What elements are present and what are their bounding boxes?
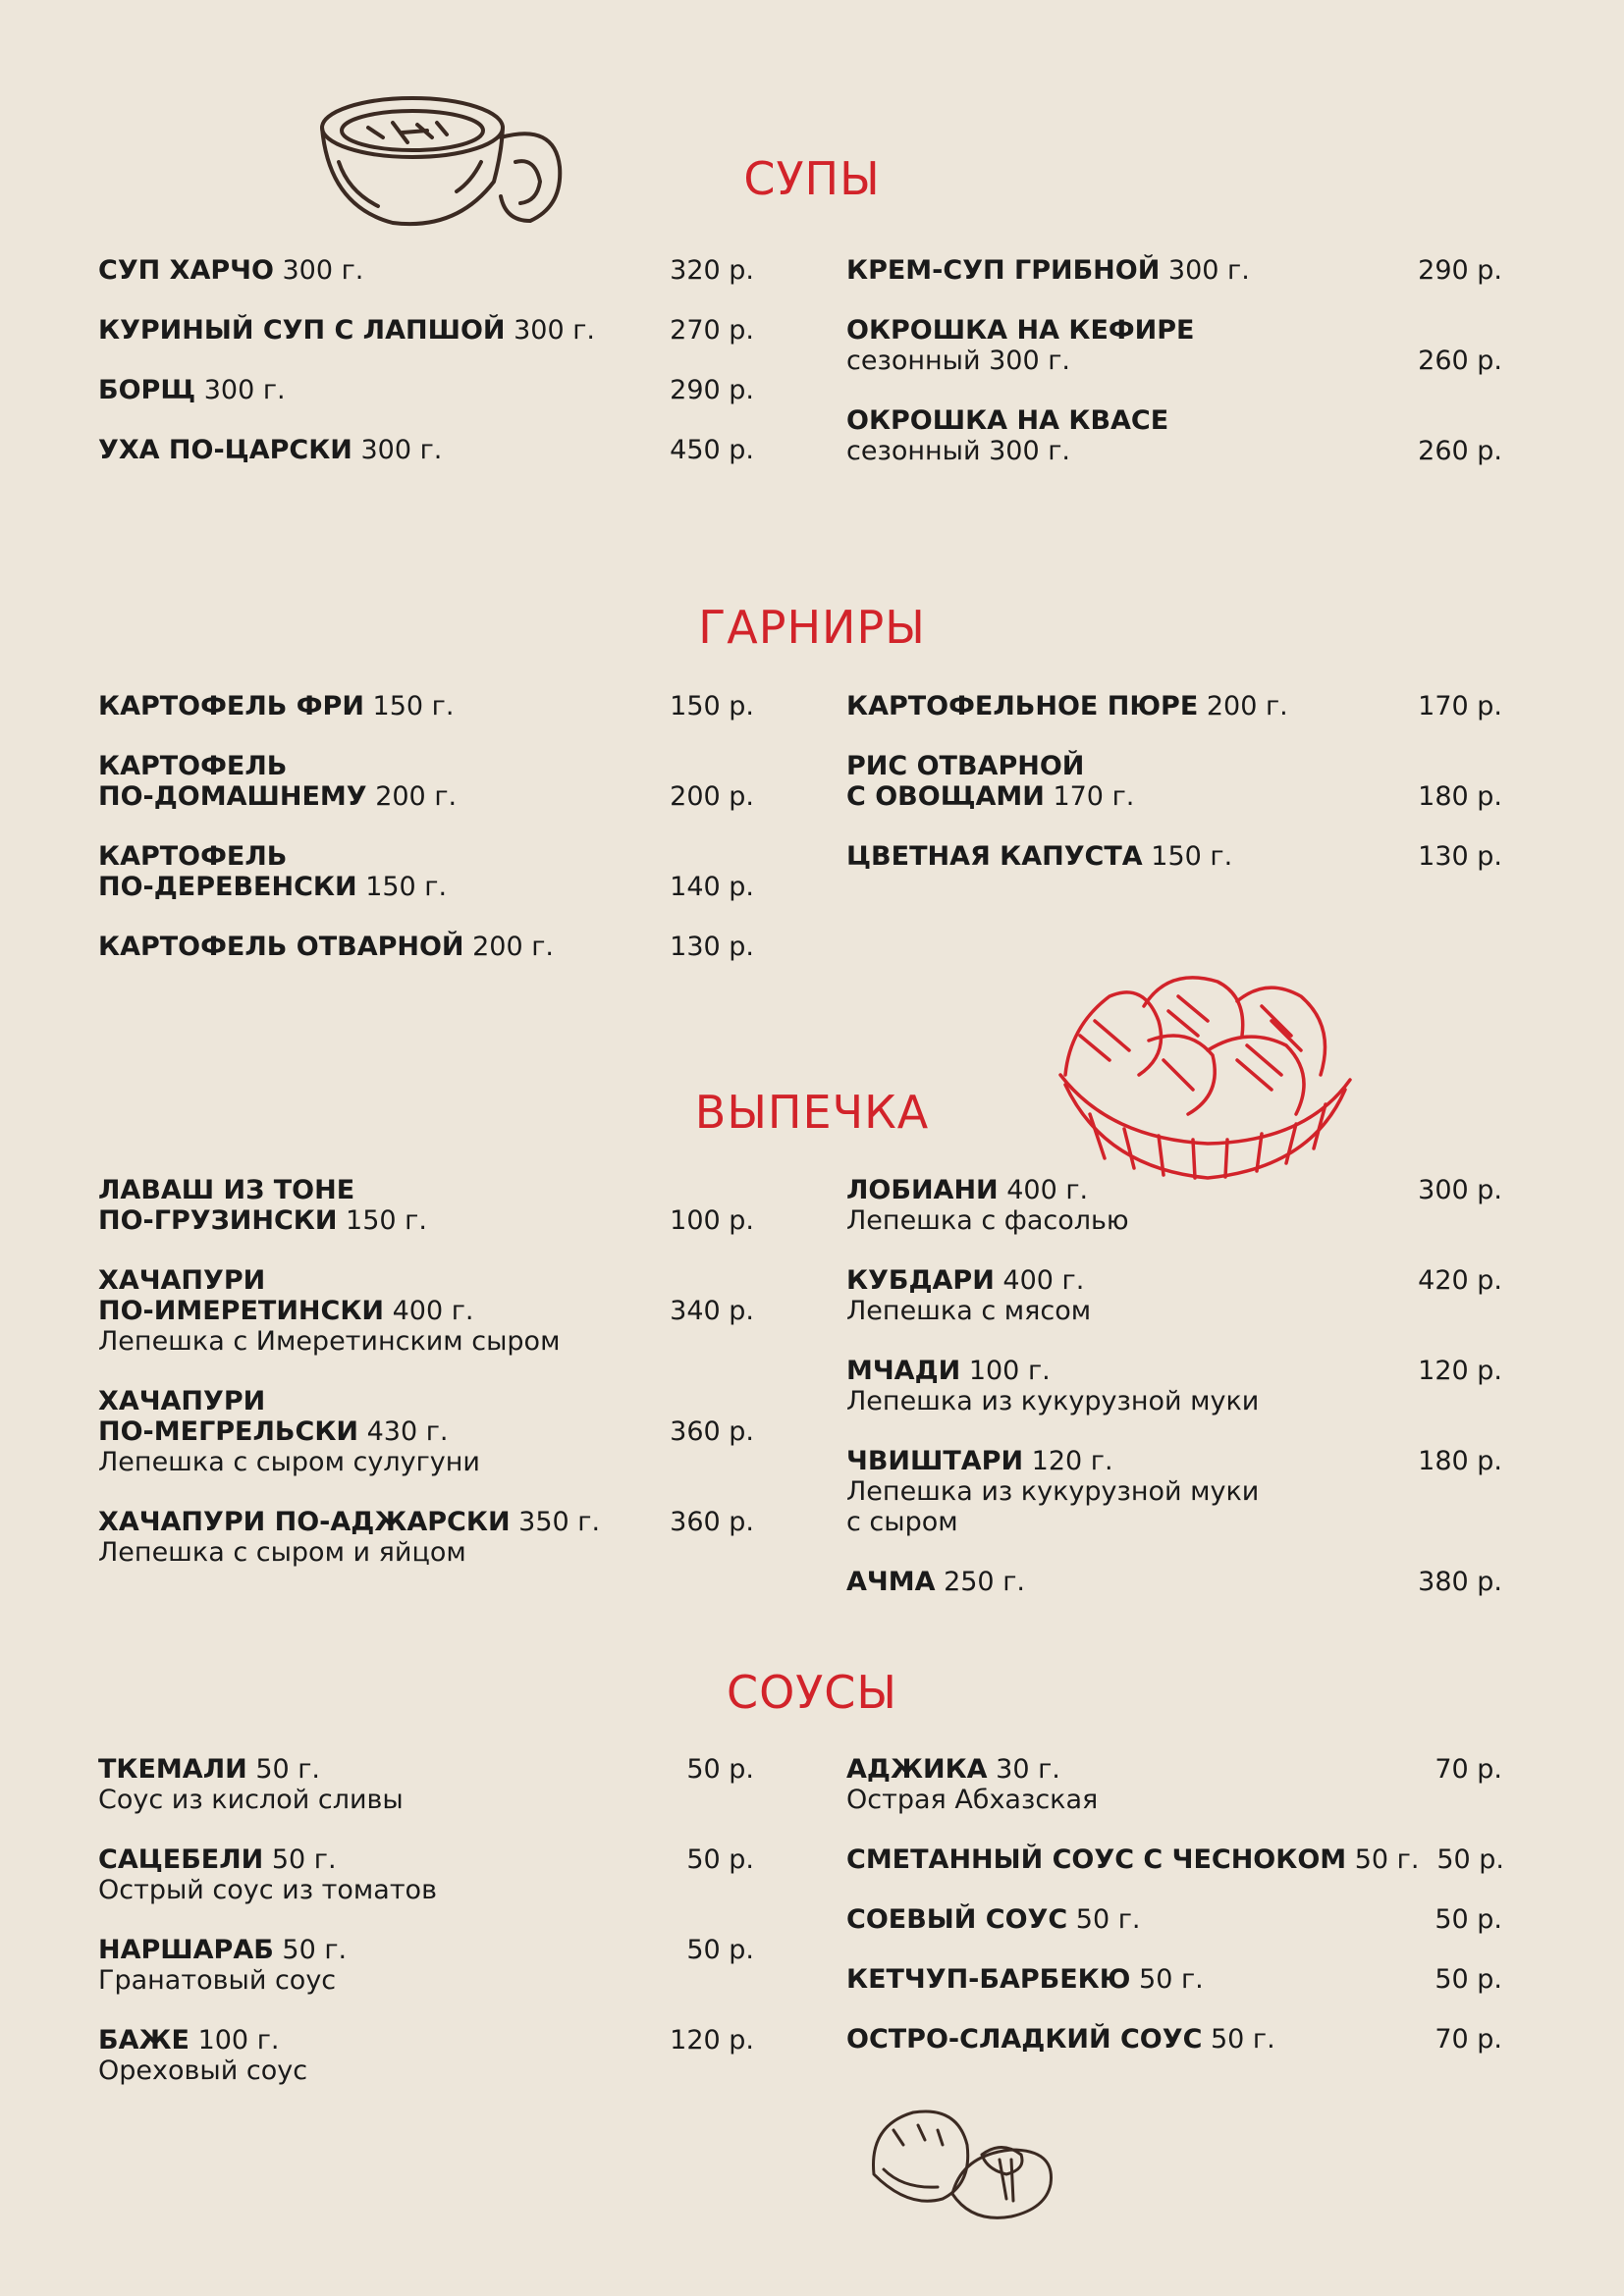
item-name: КАРТОФЕЛЬ [98,841,288,872]
item-weight: 150 г. [365,872,448,902]
item-weight: 300 г. [514,315,595,346]
item-price: 50 р. [1435,1904,1502,1935]
mushroom-icon [864,2101,1065,2228]
item-price: 320 р. [670,255,754,286]
item-name: ТКЕМАЛИ [98,1754,247,1785]
item-name-line2: ПО-ДОМАШНЕМУ [98,781,367,812]
item-price: 260 р. [1418,436,1502,466]
item-name-line2: ПО-ДЕРЕВЕНСКИ [98,872,357,902]
item-description: Соус из кислой сливы [98,1785,404,1815]
item-description-line2: с сыром [846,1507,958,1537]
list-item [846,841,1502,872]
list-item [98,255,754,286]
item-description: Острый соус из томатов [98,1875,437,1905]
list-item [846,1964,1502,1995]
item-name: СУП ХАРЧО [98,255,274,286]
item-price: 420 р. [1418,1265,1502,1296]
item-weight: 100 г. [968,1356,1051,1386]
list-item [846,1446,1502,1537]
item-name: КРЕМ-СУП ГРИБНОЙ [846,255,1161,286]
item-weight: 150 г. [1151,841,1233,872]
item-price: 180 р. [1418,1446,1502,1476]
item-name-line2: С ОВОЩАМИ [846,781,1045,812]
item-weight: 50 г. [1354,1844,1420,1875]
section-title-soups: СУПЫ [743,152,881,205]
section-title-sauces: СОУСЫ [726,1666,898,1719]
item-name: ОКРОШКА НА КЕФИРЕ [846,315,1195,346]
item-name: ЧВИШТАРИ [846,1446,1024,1476]
item-name: КАРТОФЕЛЬНОЕ ПЮРЕ [846,691,1199,721]
item-weight: 120 г. [1031,1446,1113,1476]
item-name: АДЖИКА [846,1754,988,1785]
item-price: 340 р. [670,1296,754,1326]
list-item [846,1265,1502,1326]
bread-basket-icon [1051,967,1360,1188]
item-price: 450 р. [670,435,754,465]
item-name: КАРТОФЕЛЬ [98,751,288,781]
list-item [846,1844,1502,1875]
soups-right-column [846,255,1502,466]
item-price: 170 р. [1418,691,1502,721]
item-description: Лепешка с сыром и яйцом [98,1537,466,1568]
list-item [846,2024,1502,2055]
item-price: 120 р. [1418,1356,1502,1386]
list-item [846,1567,1502,1597]
item-description: Лепешка с сыром сулугуни [98,1447,480,1477]
item-price: 50 р. [686,1935,754,1965]
list-item [98,1175,754,1236]
item-weight: 50 г. [1075,1904,1141,1935]
item-price: 300 р. [1418,1175,1502,1205]
item-description: Лепешка из кукурузной муки [846,1386,1260,1416]
list-item [846,1754,1502,1815]
list-item [98,2025,754,2086]
list-item [846,405,1502,466]
item-weight: 50 г. [1210,2024,1275,2055]
item-weight: 150 г. [346,1205,427,1236]
item-price: 260 р. [1418,346,1502,376]
item-description: Острая Абхазская [846,1785,1099,1815]
list-item [846,751,1502,812]
item-price: 290 р. [670,375,754,405]
item-name: НАРШАРАБ [98,1935,274,1965]
item-weight: 50 г. [271,1844,337,1875]
item-price: 360 р. [670,1416,754,1447]
item-price: 50 р. [686,1844,754,1875]
list-item [98,1754,754,1815]
item-name: ХАЧАПУРИ [98,1265,266,1296]
list-item [846,1175,1502,1236]
item-name-line2: ПО-ИМЕРЕТИНСКИ [98,1296,384,1326]
item-weight: 170 г. [1053,781,1135,812]
item-weight: 50 г. [282,1935,348,1965]
item-weight: 300 г. [203,375,286,405]
item-name: УХА ПО-ЦАРСКИ [98,435,352,465]
item-price: 100 р. [670,1205,754,1236]
list-item [98,1386,754,1477]
sides-left-column [98,691,754,962]
item-price: 70 р. [1435,1754,1502,1785]
item-weight: 300 г. [360,435,443,465]
item-weight: 430 г. [366,1416,449,1447]
list-item [98,435,754,465]
item-price: 290 р. [1418,255,1502,286]
item-price: 50 р. [686,1754,754,1785]
item-name-line2: ПО-ГРУЗИНСКИ [98,1205,338,1236]
list-item [846,1904,1502,1935]
item-price: 50 р. [1436,1844,1504,1875]
list-item [98,751,754,812]
item-description: Лепешка с фасолью [846,1205,1129,1236]
list-item [846,1356,1502,1416]
item-name: КАРТОФЕЛЬ ОТВАРНОЙ [98,932,464,962]
item-name: ХАЧАПУРИ [98,1386,266,1416]
item-name: КУРИНЫЙ СУП С ЛАПШОЙ [98,315,506,346]
item-weight: 350 г. [518,1507,601,1537]
item-weight: 50 г. [1139,1964,1204,1995]
item-description: Лепешка с мясом [846,1296,1092,1326]
list-item [98,1507,754,1568]
item-price: 50 р. [1435,1964,1502,1995]
item-name: БОРЩ [98,375,196,405]
list-item [846,691,1502,721]
item-price: 120 р. [670,2025,754,2056]
soups-left-column [98,255,754,465]
item-description: Лепешка с Имеретинским сыром [98,1326,561,1357]
list-item [98,691,754,721]
item-description: Гранатовый соус [98,1965,337,1996]
item-name: СМЕТАННЫЙ СОУС С ЧЕСНОКОМ [846,1844,1347,1875]
list-item [98,1935,754,1996]
item-weight: 100 г. [197,2025,280,2056]
sauces-right-column [846,1754,1502,2055]
item-name: КЕТЧУП-БАРБЕКЮ [846,1964,1131,1995]
list-item [846,255,1502,286]
item-weight: 400 г. [1006,1175,1089,1205]
bakery-right-column [846,1175,1502,1597]
item-name: КАРТОФЕЛЬ ФРИ [98,691,364,721]
item-name: САЦЕБЕЛИ [98,1844,264,1875]
item-description: Ореховый соус [98,2056,308,2086]
list-item [98,1265,754,1357]
item-weight: 50 г. [255,1754,321,1785]
item-price: 200 р. [670,781,754,812]
item-weight: 400 г. [392,1296,474,1326]
item-name: ХАЧАПУРИ ПО-АДЖАРСКИ [98,1507,511,1537]
item-weight: сезонный 300 г. [846,346,1070,376]
item-name: РИС ОТВАРНОЙ [846,751,1085,781]
item-name: БАЖЕ [98,2025,189,2056]
item-weight: 200 г. [375,781,458,812]
item-weight: 400 г. [1002,1265,1085,1296]
item-name: ЛАВАШ ИЗ ТОНЕ [98,1175,355,1205]
item-weight: 30 г. [996,1754,1060,1785]
item-name: ЛОБИАНИ [846,1175,999,1205]
section-title-sides: ГАРНИРЫ [698,601,926,654]
item-price: 130 р. [670,932,754,962]
item-weight: 300 г. [282,255,364,286]
item-weight: 250 г. [944,1567,1025,1597]
item-weight: 200 г. [472,932,555,962]
item-name: СОЕВЫЙ СОУС [846,1904,1068,1935]
list-item [98,375,754,405]
list-item [98,841,754,902]
list-item [98,315,754,346]
list-item [98,932,754,962]
sauces-left-column [98,1754,754,2086]
list-item [98,1844,754,1905]
item-name: МЧАДИ [846,1356,961,1386]
item-price: 70 р. [1435,2024,1502,2055]
item-weight: сезонный 300 г. [846,436,1070,466]
item-name: ЦВЕТНАЯ КАПУСТА [846,841,1143,872]
item-price: 270 р. [670,315,754,346]
item-price: 360 р. [670,1507,754,1537]
item-price: 140 р. [670,872,754,902]
item-weight: 200 г. [1206,691,1288,721]
item-name: АЧМА [846,1567,936,1597]
item-price: 130 р. [1418,841,1502,872]
item-name: КУБДАРИ [846,1265,995,1296]
item-price: 150 р. [670,691,754,721]
item-weight: 150 г. [372,691,455,721]
item-price: 180 р. [1418,781,1502,812]
list-item [846,315,1502,376]
section-title-bakery: ВЫПЕЧКА [694,1086,930,1139]
bakery-left-column [98,1175,754,1568]
item-name: ОКРОШКА НА КВАСЕ [846,405,1169,436]
sides-right-column [846,691,1502,872]
item-description: Лепешка из кукурузной муки [846,1476,1260,1507]
item-price: 380 р. [1418,1567,1502,1597]
item-name-line2: ПО-МЕГРЕЛЬСКИ [98,1416,358,1447]
item-name: ОСТРО-СЛАДКИЙ СОУС [846,2024,1203,2055]
item-weight: 300 г. [1167,255,1250,286]
